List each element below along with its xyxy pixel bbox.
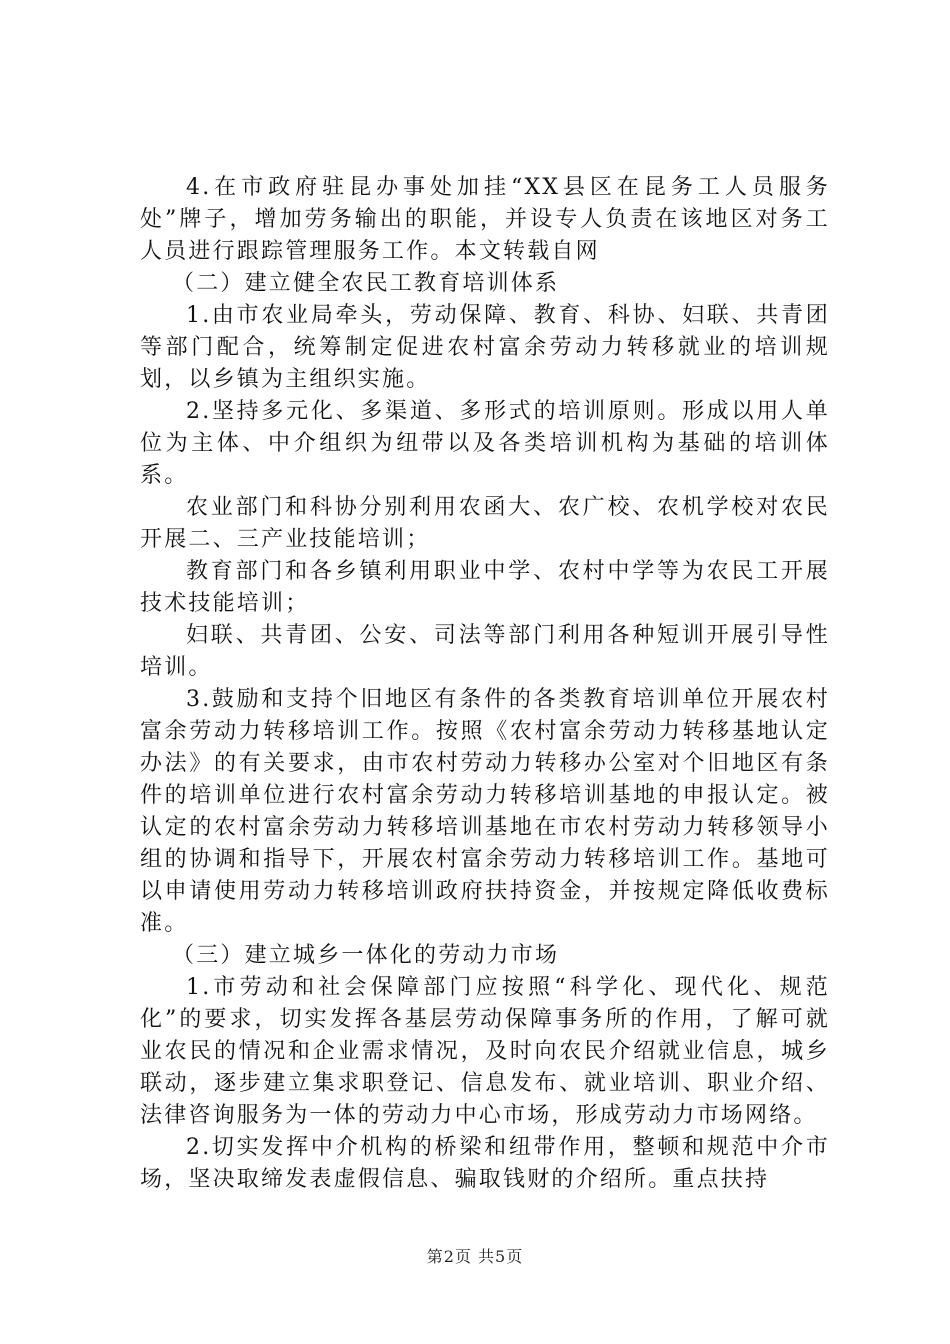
paragraph-item-2: 2.坚持多元化、多渠道、多形式的培训原则。形成以用人单位为主体、中介组织为纽带以及各类培训机构为基础的培训体系。 bbox=[140, 399, 830, 488]
paragraph-item-1: 1.由市农业局牵头，劳动保障、教育、科协、妇联、共青团等部门配合，统筹制定促进农村富余劳动力转移就业的培训规划，以乡镇为主组织实施。 bbox=[140, 303, 830, 392]
paragraph-item-1-market: 1.市劳动和社会保障部门应按照“科学化、现代化、规范化”的要求，切实发挥各基层劳动保障事务所的作用，了解可就业农民的情况和企业需求情况，及时向农民介绍就业信息，城乡联动，逐步建立集求职登记、信息发布、就业培训、职业介绍、法律咨询服务为一体的劳动力中心市场，形成劳动力市场网络。 bbox=[140, 975, 830, 1128]
paragraph-agriculture: 农业部门和科协分别利用农函大、农广校、农机学校对农民开展二、三产业技能培训； bbox=[140, 495, 830, 552]
paragraph-item-2-agency: 2.切实发挥中介机构的桥梁和纽带作用，整顿和规范中介市场，坚决取缔发表虚假信息、骗取钱财的介绍所。重点扶持 bbox=[140, 1135, 830, 1192]
paragraph-education: 教育部门和各乡镇利用职业中学、农村中学等为农民工开展技术技能培训； bbox=[140, 559, 830, 616]
paragraph-item-4: 4.在市政府驻昆办事处加挂“XX县区在昆务工人员服务处”牌子，增加劳务输出的职能，并设专人负责在该地区对务工人员进行跟踪管理服务工作。本文转载自网 bbox=[140, 175, 830, 264]
section-heading-3: （三）建立城乡一体化的劳动力市场 bbox=[172, 943, 560, 968]
document-body bbox=[140, 172, 830, 1196]
section-heading-2: （二）建立健全农民工教育培训体系 bbox=[172, 271, 560, 296]
paragraph-womens-federation: 妇联、共青团、公安、司法等部门利用各种短训开展引导性培训。 bbox=[140, 623, 830, 680]
page-footer: 第2页 共5页 bbox=[426, 1247, 524, 1266]
paragraph-item-3: 3.鼓励和支持个旧地区有条件的各类教育培训单位开展农村富余劳动力转移培训工作。按照《农村富余劳动力转移基地认定办法》的有关要求，由市农村劳动力转移办公室对个旧地区有条件的培训单位进行农村富余劳动力转移培训基地的申报认定。被认定的农村富余劳动力转移培训基地在市农村劳动力转移领导小组的协调和指导下，开展农村富余劳动力转移培训工作。基地可以申请使用劳动力转移培训政府扶持资金，并按规定降低收费标准。 bbox=[140, 687, 830, 936]
